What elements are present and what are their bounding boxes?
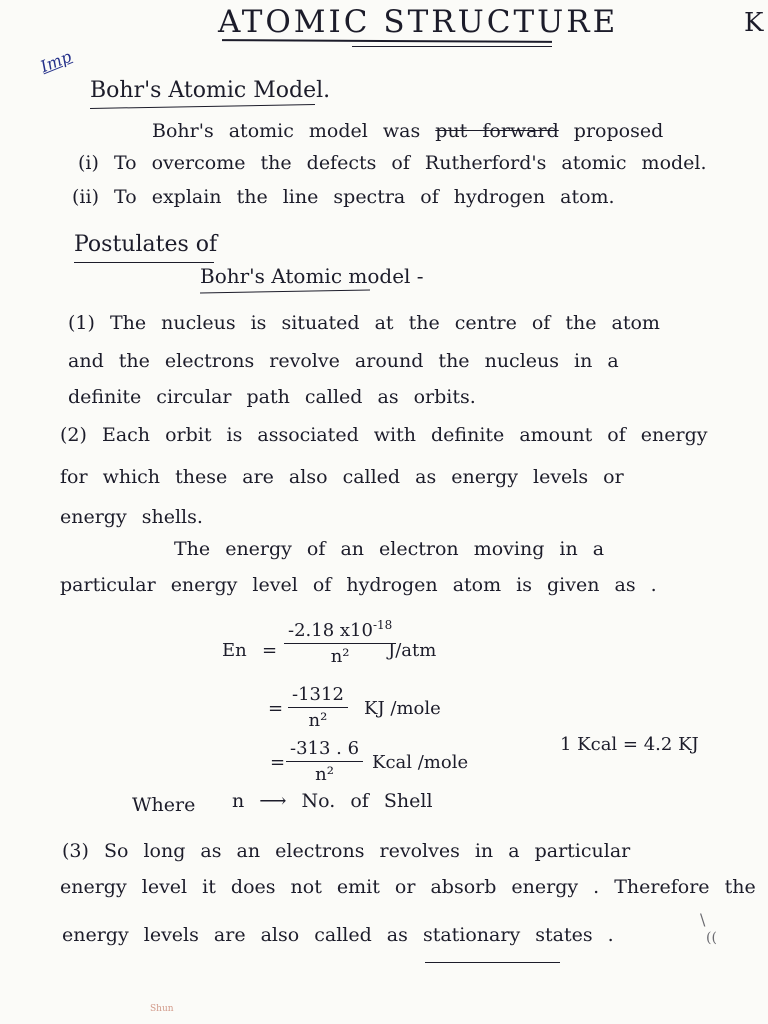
equals-sign: = <box>268 698 284 719</box>
where-label: Where <box>132 794 196 816</box>
edge-mark: K <box>744 8 764 38</box>
paragraph-line: The energy of an electron moving in a <box>174 538 605 560</box>
heading-underline <box>74 262 214 263</box>
equation-lhs: En <box>222 640 247 661</box>
intro-prefix: Bohr's atomic model was <box>152 120 421 142</box>
title-underline <box>222 39 552 43</box>
section-subheading: Bohr's Atomic model - <box>200 264 424 288</box>
unit-label: J/atm <box>388 640 437 661</box>
heading-underline <box>90 104 315 109</box>
fraction-numerator: -1312 <box>288 684 348 708</box>
exponent: -18 <box>372 618 393 632</box>
intro-line <box>152 120 663 142</box>
fraction-denominator: n² <box>330 646 350 667</box>
struck-text: put forward <box>435 120 559 142</box>
paragraph-line: (1) The nucleus is situated at the centre of the atom <box>68 312 660 334</box>
intro-suffix: proposed <box>573 120 664 142</box>
section-heading-bohr-model: Bohr's Atomic Model. <box>90 78 331 103</box>
side-mark: \ <box>700 910 706 929</box>
paragraph-line: particular energy level of hydrogen atom is given as . <box>60 574 657 596</box>
n-definition: n ⟶ No. of Shell <box>232 790 433 812</box>
paragraph-line: (3) So long as an electrons revolves in a particular <box>62 840 631 862</box>
equation-fraction-joule <box>284 618 396 667</box>
paragraph-end: states . <box>535 924 614 946</box>
paragraph-line-final <box>62 924 614 946</box>
key-term: stationary <box>422 924 521 946</box>
fraction-denominator: n² <box>308 710 328 731</box>
equals-sign: = <box>262 640 278 661</box>
paragraph-line: and the electrons revolve around the nucleus in a <box>68 350 619 372</box>
side-mark: (( <box>706 930 717 946</box>
conversion-note: 1 Kcal = 4.2 KJ <box>560 734 699 755</box>
section-heading-postulates: Postulates of <box>74 232 218 257</box>
equals-sign: = <box>270 752 286 773</box>
fraction-numerator: -313 . 6 <box>286 738 363 762</box>
fraction-numerator: -2.18 x10 <box>288 620 373 641</box>
paragraph-line: energy level it does not emit or absorb energy . Therefore the <box>60 876 756 898</box>
paragraph-text: energy levels are also called as <box>62 924 408 946</box>
paragraph-line: (2) Each orbit is associated with definite amount of energy <box>60 424 708 446</box>
paragraph-line: definite circular path called as orbits. <box>68 386 476 408</box>
title-underline-second <box>352 46 552 47</box>
margin-note: Imp <box>37 46 75 77</box>
list-item: (ii) To explain the line spectra of hydrogen atom. <box>72 186 615 208</box>
footer-mark: Shun <box>150 1004 174 1014</box>
list-item: (i) To overcome the defects of Rutherford's atomic model. <box>78 152 707 174</box>
equation-fraction-kcal <box>286 738 363 785</box>
unit-label: KJ /mole <box>364 698 441 719</box>
paragraph-line: for which these are also called as energy levels or <box>60 466 624 488</box>
page-title: ATOMIC STRUCTURE <box>218 4 619 40</box>
term-underline <box>425 962 560 963</box>
fraction-denominator: n² <box>315 764 334 785</box>
equation-fraction-kj <box>288 684 348 731</box>
paragraph-line: energy shells. <box>60 506 203 528</box>
unit-label: Kcal /mole <box>372 752 469 773</box>
subheading-underline <box>200 290 370 294</box>
